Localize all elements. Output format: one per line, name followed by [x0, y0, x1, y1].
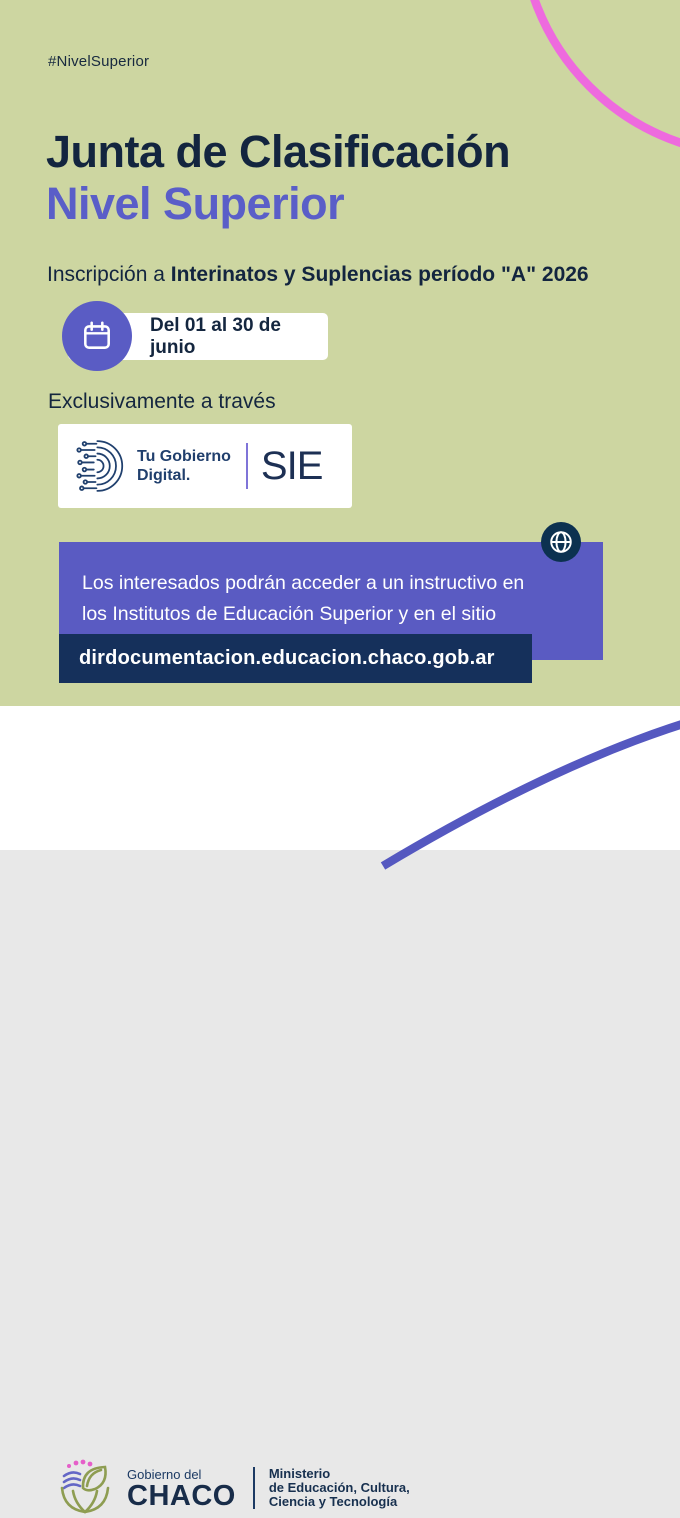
- calendar-icon: [80, 319, 114, 353]
- government-brand: [56, 1458, 410, 1518]
- sie-acronym: SIE: [260, 443, 323, 488]
- subtitle-prefix: Inscripción a: [47, 263, 171, 286]
- brand-line1: Tu Gobierno: [137, 448, 231, 465]
- government-small-label: Gobierno del: [127, 1466, 202, 1482]
- hashtag-label: #NivelSuperior: [48, 53, 150, 70]
- globe-icon: [548, 529, 574, 555]
- notice-line1: Los interesados podrán acceder a un instructivo en: [82, 572, 525, 594]
- subtitle: [47, 263, 589, 287]
- government-name: CHACO: [127, 1479, 236, 1512]
- title-line1: Junta de Clasificación: [46, 126, 511, 177]
- date-badge: [62, 301, 342, 371]
- page-title: [46, 126, 510, 230]
- notice-line2: los Institutos de Educación Superior y en el sitio: [82, 603, 497, 625]
- vertical-divider: [246, 443, 248, 489]
- globe-badge: [541, 522, 581, 562]
- title-line2: Nivel Superior: [46, 178, 345, 229]
- government-name-block: [127, 1467, 236, 1510]
- website-url[interactable]: dirdocumentacion.educacion.chaco.gob.ar: [59, 634, 532, 683]
- subtitle-emphasis: Interinatos y Suplencias período "A" 2026: [170, 263, 589, 286]
- channel-label: Exclusivamente a través: [48, 390, 276, 413]
- ministry-line3: Ciencia y Tecnología: [268, 1494, 398, 1509]
- footer: [0, 706, 680, 1512]
- brand-wordmark: [137, 447, 231, 485]
- platform-logo-box: [58, 424, 352, 508]
- ministry-line1: Ministerio: [268, 1466, 331, 1481]
- brand-line2: Digital.: [137, 467, 191, 484]
- footer-divider: [253, 1467, 255, 1509]
- ministry-block: [269, 1467, 410, 1509]
- ministry-line2: de Educación, Cultura,: [268, 1480, 410, 1495]
- circuit-d-icon: [76, 435, 124, 497]
- chaco-flower-icon: [56, 1458, 114, 1518]
- pink-arc: [521, 0, 680, 155]
- date-range-label: Del 01 al 30 de junio: [68, 313, 328, 360]
- calendar-badge: [62, 301, 132, 371]
